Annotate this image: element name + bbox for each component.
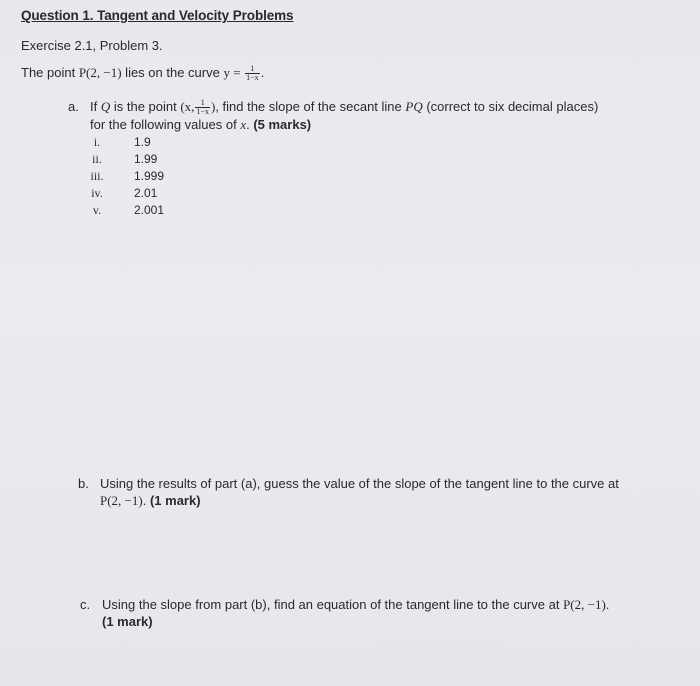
point-p: P(2, −1) xyxy=(563,597,606,612)
point-q-open: (x, xyxy=(180,99,195,114)
fraction-denominator: 1−x xyxy=(196,107,209,117)
point-p: P(2, −1) xyxy=(100,493,143,508)
part-a-text-1: If xyxy=(90,99,101,114)
part-c-line-2 xyxy=(80,613,690,630)
part-b-letter: b. xyxy=(78,476,89,491)
list-value: 1.99 xyxy=(134,152,158,166)
list-numeral: ii. xyxy=(92,152,102,166)
secant-pq: PQ xyxy=(405,99,423,114)
curve-fraction xyxy=(245,65,260,82)
part-c-letter: c. xyxy=(80,597,91,612)
x-values-list xyxy=(84,134,194,219)
intro-end: . xyxy=(260,65,265,80)
part-c-line-1 xyxy=(80,596,690,613)
list-numeral: iii. xyxy=(90,169,104,183)
part-a-line-1 xyxy=(68,98,688,116)
point-p: P(2, −1) xyxy=(78,65,122,80)
part-b-marks: (1 mark) xyxy=(149,493,201,508)
list-item xyxy=(84,134,194,151)
list-item xyxy=(84,202,194,219)
point-q: Q xyxy=(100,99,111,114)
part-c-dot: . xyxy=(605,597,610,612)
part-a-text-6: . xyxy=(246,117,254,133)
part-a-text-4: (correct to six decimal places) xyxy=(422,99,599,114)
point-q-close: ) xyxy=(210,99,216,114)
part-b-line-1 xyxy=(78,475,688,492)
fraction-numerator: 1 xyxy=(195,99,210,108)
question-title: Question 1. Tangent and Velocity Problems xyxy=(21,8,294,23)
variable-x: x xyxy=(240,117,247,133)
list-value: 1.999 xyxy=(134,169,165,183)
part-c xyxy=(80,596,690,630)
part-b-line-2 xyxy=(78,492,688,509)
problem-statement xyxy=(21,65,264,82)
part-a-text-5: for the following values of xyxy=(90,117,241,133)
part-a-text-2: is the point xyxy=(110,99,181,114)
part-a xyxy=(68,98,688,133)
point-q-fraction xyxy=(195,99,210,116)
list-item xyxy=(84,185,194,202)
intro-text: The point xyxy=(21,65,79,80)
list-numeral: i. xyxy=(93,135,101,149)
list-numeral: iv. xyxy=(91,186,103,200)
list-value: 1.9 xyxy=(134,135,151,149)
curve-lhs: y = xyxy=(223,65,241,80)
part-a-letter: a. xyxy=(68,99,79,114)
intro-middle: lies on the curve xyxy=(121,65,224,80)
part-c-marks: (1 mark) xyxy=(102,614,153,629)
list-item xyxy=(84,151,194,168)
list-value: 2.01 xyxy=(134,186,158,200)
list-value: 2.001 xyxy=(134,203,165,217)
part-a-text-3: , find the slope of the secant line xyxy=(215,99,406,114)
list-numeral: v. xyxy=(92,203,102,217)
part-b xyxy=(78,475,688,509)
part-b-text: Using the results of part (a), guess the value of the slope of the tangent line to the curve at xyxy=(100,476,619,491)
fraction-numerator: 1 xyxy=(245,65,260,74)
fraction-denominator: 1−x xyxy=(246,73,259,83)
exercise-reference: Exercise 2.1, Problem 3. xyxy=(21,38,163,53)
part-a-line-2 xyxy=(68,116,688,133)
part-b-dot: . xyxy=(142,493,150,508)
list-item xyxy=(84,168,194,185)
part-a-marks: (5 marks) xyxy=(253,117,312,133)
part-c-text: Using the slope from part (b), find an equation of the tangent line to the curve at xyxy=(102,597,564,612)
